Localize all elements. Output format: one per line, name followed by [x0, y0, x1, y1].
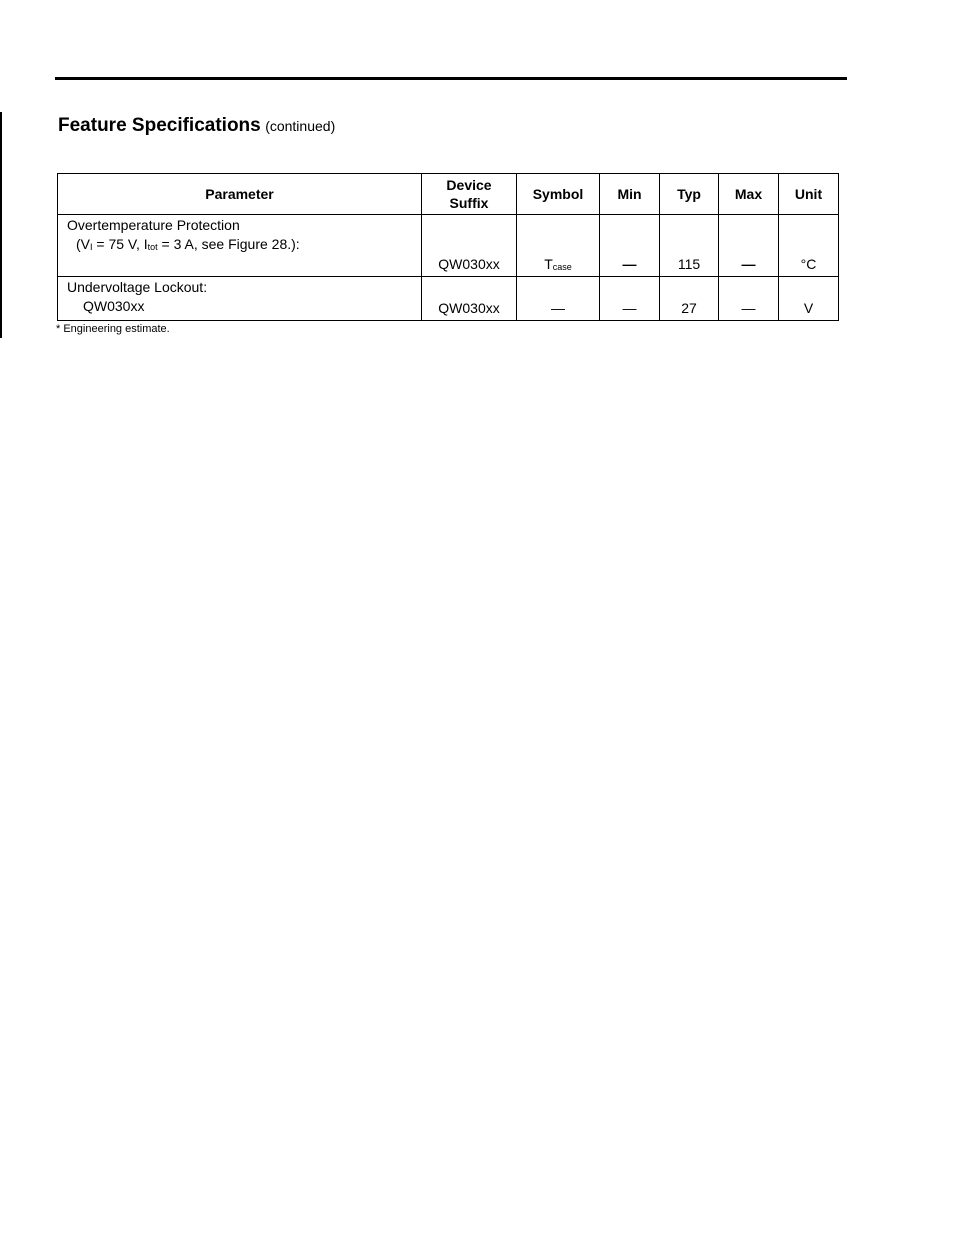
param-name: Overtemperature Protection	[67, 217, 240, 233]
heading-note: (continued)	[265, 118, 336, 134]
col-header-parameter: Parameter	[58, 174, 422, 215]
param-cell	[58, 277, 422, 321]
param-name: Undervoltage Lockout:	[67, 279, 208, 295]
max-cell: —	[719, 277, 779, 321]
param-cell	[58, 215, 422, 277]
param-device: QW030xx	[83, 298, 145, 314]
col-header-typ: Typ	[660, 174, 719, 215]
min-cell: —	[600, 215, 660, 277]
symbol-main: T	[544, 256, 553, 272]
device-cell: QW030xx	[422, 215, 517, 277]
device-suffix-line2: Suffix	[449, 195, 489, 211]
symbol-cell: —	[517, 277, 600, 321]
max-cell: —	[719, 215, 779, 277]
header-rule	[55, 77, 847, 80]
heading-title: Feature Specifications	[58, 115, 261, 136]
symbol-cell	[517, 215, 600, 277]
section-heading	[58, 115, 335, 137]
min-cell: —	[600, 277, 660, 321]
col-header-symbol: Symbol	[517, 174, 600, 215]
unit-cell: V	[779, 277, 839, 321]
cond-subscript: I	[90, 242, 93, 252]
table-header-row	[58, 174, 839, 215]
cond-text: = 75 V, I	[92, 236, 148, 252]
param-condition	[67, 235, 300, 257]
typ-cell: 115	[660, 215, 719, 277]
col-header-device-suffix	[422, 174, 517, 215]
margin-rule	[0, 112, 2, 338]
footnote: * Engineering estimate.	[56, 323, 170, 335]
col-header-max: Max	[719, 174, 779, 215]
col-header-min: Min	[600, 174, 660, 215]
cond-text: (V	[76, 236, 90, 252]
device-suffix-line1: Device	[446, 177, 492, 193]
symbol-subscript: case	[552, 262, 572, 272]
cond-text: = 3 A, see Figure 28.):	[157, 236, 300, 252]
unit-cell: °C	[779, 215, 839, 277]
cond-subscript: tot	[147, 242, 158, 252]
device-cell: QW030xx	[422, 277, 517, 321]
typ-cell: 27	[660, 277, 719, 321]
feature-spec-table	[57, 173, 839, 321]
table-row	[58, 215, 839, 277]
table-row	[58, 277, 839, 321]
col-header-unit: Unit	[779, 174, 839, 215]
